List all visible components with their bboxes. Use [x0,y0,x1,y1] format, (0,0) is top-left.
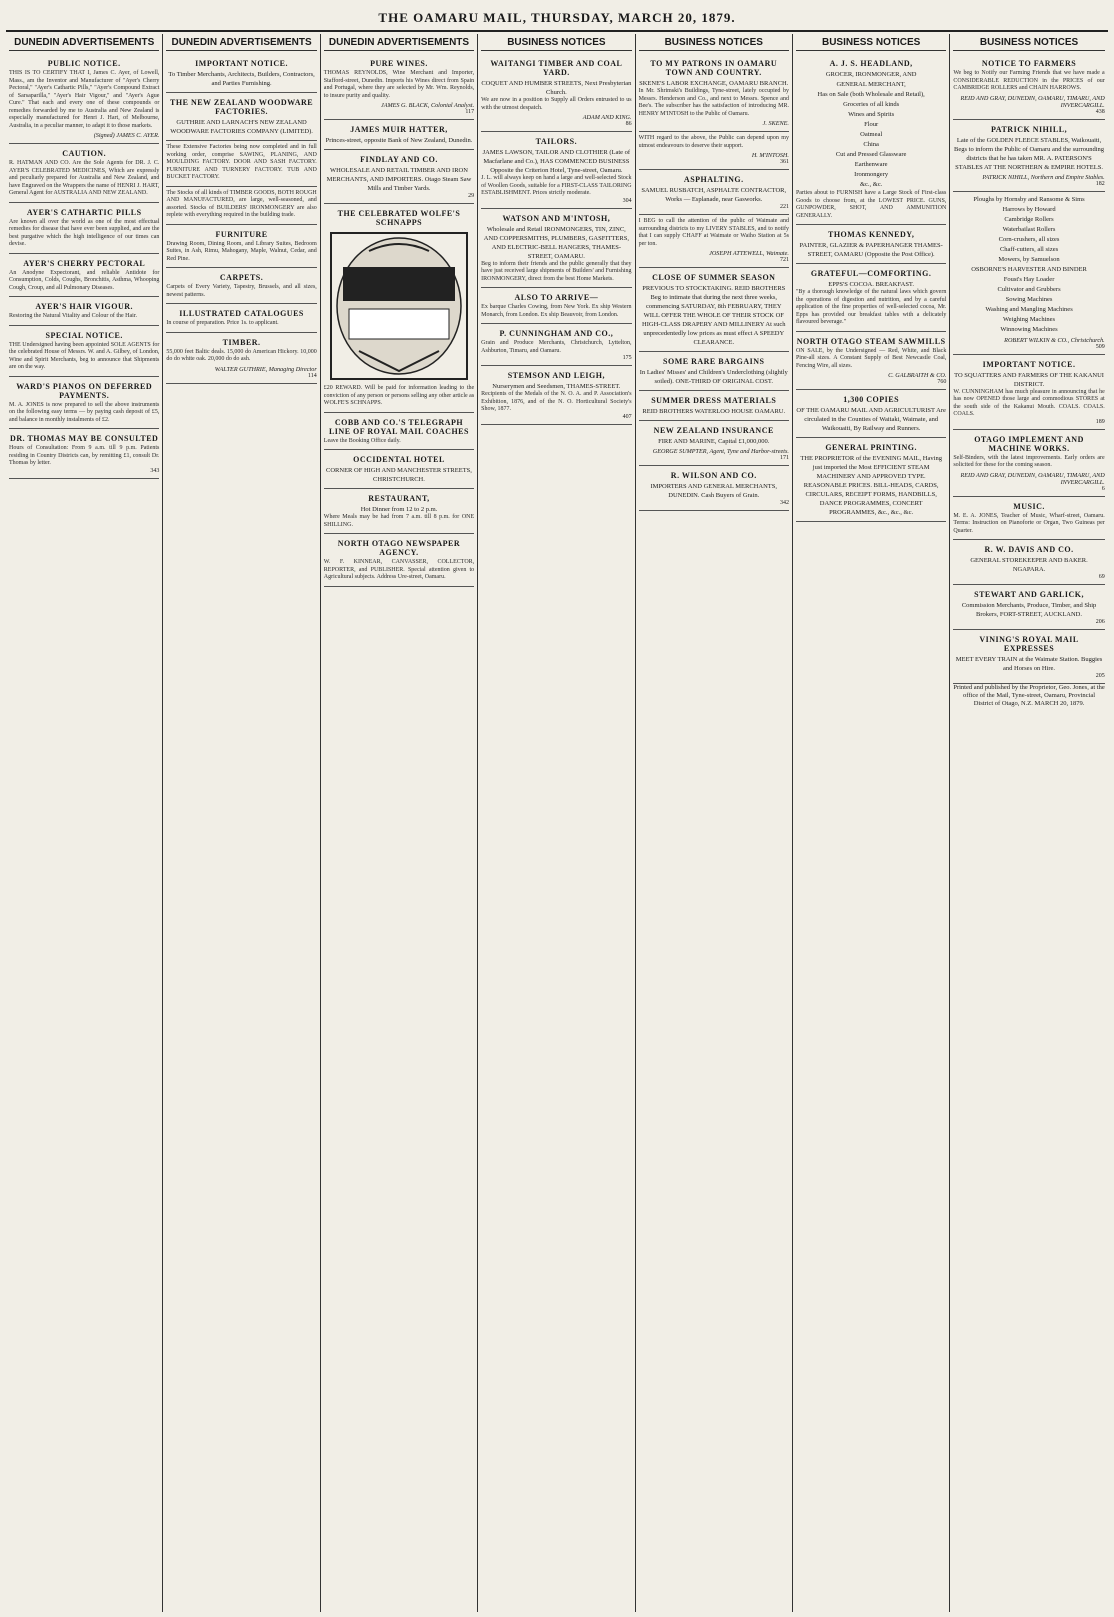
ad-title: NORTH OTAGO NEWSPAPER AGENCY. [337,539,461,557]
ad-title: PATRICK NIHILL, [990,124,1068,134]
ad-list-item: Winnowing Machines [1000,325,1058,333]
ad-subtitle: In Ladies' Misses' and Children's Underclothing (slightly soiled). ONE-THIRD OF ORIGINAL COST. [639,369,788,385]
ad-subtitle: THE PROPRIETOR of the EVENING MAIL, Having just imported the Most EFFICIENT STEAM MACHINERY AND APPROVED TYPE. REASONABLE PRICES. BILL-HEADS, CARDS, CIRCULARS, RECEIPT FORMS, HANDBILLS, DANCE PROGRAMMES, CONCERT PROGRAMMES, &c., &c., &c. [800,455,942,516]
ad-body: We beg to Notify our Farming Friends that we have made a CONSIDERABLE REDUCTION in the PRICES of our CAMBRIDGE ROLLERS and CHAIN HARROWS. [953,70,1105,91]
ad-list-item: Ploughs by Hornsby and Ransome & Sims [973,195,1085,203]
ad-number: 361 [779,159,789,165]
ad-list-item: Earthenware [854,161,888,168]
ad-body: In Mr. Shrimski's Buildings, Tyne-street, lately occupied by Messrs. Henderson and Co., and next to Messrs. Spence and Bee's. The subscriber has the satisfaction of introducing MR. HENRY M'INTOSH to the Public of Oamaru. [638,88,789,117]
advertisement [639,268,789,352]
advertisement [796,390,946,438]
ad-subtitle: TO SQUATTERS AND FARMERS OF THE KAKANUI DISTRICT. [954,371,1104,388]
ad-signature: JAMES G. BLACK, Colonial Analyst. [380,102,475,109]
ad-title: FINDLAY AND CO. [360,155,438,164]
columns [6,34,1108,1612]
ad-list-item: Mowers, by Samuelson [998,255,1060,263]
advertisement [324,204,474,413]
advertisement [324,489,474,534]
advertisement [639,352,789,391]
ad-list-item: &c., &c. [859,181,883,188]
advertisement [166,333,316,384]
ad-body: M. A. JONES is now prepared to sell the above instruments on the following easy terms — by paying cash deposit of £5, and balance in monthly instalments of £2. [9,401,160,423]
ad-body: Hours of Consultation: From 9 a.m. till 9 p.m. Patients residing in Country Districts can, by remitting £1, consult Dr. Thomas by letter. [9,445,160,466]
ad-subtitle: PAINTER, GLAZIER & PAPERHANGER THAMES-STREET, OAMARU (Opposite the Post Office). [799,242,943,258]
advertisement [481,54,631,132]
advertisement [9,54,159,144]
ad-subtitle: Nurserymen and Seedsmen, THAMES-STREET. [492,383,621,390]
advertisement [324,413,474,451]
ad-body: Where Meals may be had from 7 a.m. till 8 p.m. for ONE SHILLING. [323,514,475,528]
masthead [0,0,1114,32]
ad-title: R. W. DAVIS AND CO. [984,545,1074,554]
ad-body: Parties about to FURNISH have a Large Stock of First-class Goods to choose from, at the LOWEST PRICE. GUNS, GUNPOWDER, SHOT, AND AMMUNITION GENERALLY. [795,190,947,219]
ad-title: GRATEFUL—COMFORTING. [810,269,932,278]
ad-body: Carpets of Every Variety, Tapestry, Brussels, and all sizes, newest patterns. [166,284,317,298]
ad-number: 171 [779,455,789,461]
ad-subtitle: WHOLESALE AND RETAIL TIMBER AND IRON MERCHANTS, AND IMPORTERS. Otago Steam Saw Mills and Timber Yards. [326,167,472,192]
ad-subtitle: PREVIOUS TO STOCKTAKING. REID BROTHERS Beg to intimate that during the next three weeks, commencing SATURDAY, 8th FEBRUARY, THEY WILL OFFER THE WHOLE OF THEIR STOCK OF HIGH-CLASS DRAPERY AND MILLINERY At such unprecedentedly low prices as must effect A SPEEDY CLEARANCE. [642,285,786,346]
ad-title: P. CUNNINGHAM AND CO., [499,329,614,338]
ad-list-item: Cultivator and Grubbers [997,285,1061,293]
ad-title: OCCIDENTAL HOTEL [353,455,445,464]
advertisement [796,264,946,332]
column-heading: BUSINESS NOTICES [481,34,631,51]
ad-list-item: Sowing Machines [1005,295,1053,303]
advertisement [796,332,946,391]
ad-number: 221 [779,204,789,210]
ad-body: Grain and Produce Merchants, Christchurch, Lyttelton, Ashburton, Timaru, and Oamaru. [481,340,632,354]
ad-number: 407 [622,413,632,420]
ad-subtitle: SAMUEL RUSBATCH, ASPHALTE CONTRACTOR, Works — Esplanade, near Gasworks. [641,187,787,203]
ad-body: J. L. will always keep on hand a large and well-selected Stock of Woollen Goods, suitable for a FIRST-CLASS TAILORING ESTABLISHMENT. Prices strictly moderate. [481,175,632,196]
column-4 [478,34,635,1612]
column-6 [793,34,950,1612]
ad-number: 117 [465,109,475,115]
ad-number: 189 [1095,418,1105,425]
ad-number: 29 [468,193,475,199]
ad-list [953,195,1104,335]
ad-title: VINING'S ROYAL MAIL EXPRESSES [979,635,1079,653]
advertisement [166,268,316,304]
ad-title: SPECIAL NOTICE. [45,330,123,340]
column-7 [950,34,1107,1612]
ad-title: GENERAL PRINTING. [825,443,917,452]
ad-subtitle: SKENE'S LABOR EXCHANGE, OAMARU BRANCH. [639,80,789,87]
advertisement [639,54,789,132]
ad-body: THOMAS REYNOLDS, Wine Merchant and Importer, Stafford-street, Dunedin. Imports his Wines direct from Spain and Portugal, where they are selected by Mr. Wm. Reynolds, to insure purity and quality. [323,70,475,99]
advertisement [481,366,631,425]
ad-body: "By a thorough knowledge of the natural laws which govern the operations of digestion and nutrition, and by a careful application of the fine properties of well-selected cocoa, Mr. Epps has provided our breakfast tables with a delicately flavoured beverage." [795,289,947,325]
ad-body: R. HATMAN AND CO. Are the Sole Agents for DR. J. C. AYER'S CELEBRATED MEDICINES, Which are expressly and peculiarly prepared for Australia and New Zealand, and have Engraved on the Wrappers the name of HENRI J. HART, General Agent for AUSTRALIA AND NEW ZEALAND. [9,160,160,196]
advertisement [953,497,1104,541]
ad-list-item: Harrows by Howard [1002,205,1056,213]
advertisement [324,120,474,150]
ad-list-item: Flour [864,121,879,128]
advertisement [324,150,474,204]
ad-body: I BEG to call the attention of the public of Waimate and surrounding districts to my LIVERY STABLES, and to notify that I can supply CHAFF at Waimate or Waiho Station at 5s per ton. [638,218,789,247]
ad-subtitle: IMPORTERS AND GENERAL MERCHANTS, DUNEDIN. Cash Buyers of Grain. [650,483,777,499]
ad-title: PURE WINES. [370,59,428,68]
ad-title: 1,300 COPIES [843,395,900,404]
ad-signature: (Signed) JAMES C. AYER. [93,132,160,139]
ad-number: 343 [150,467,160,474]
column-2 [163,34,320,1612]
ad-title: CAUTION. [62,149,107,158]
ad-subtitle: JAMES LAWSON, TAILOR AND CLOTHIER (Late of Macfarlane and Co.), HAS COMMENCED BUSINESS Opposite the Criterion Hotel, Tyne-street, Oamaru. [482,149,631,174]
column-3 [321,34,478,1612]
advertisement [639,215,789,268]
ad-title: WAITANGI TIMBER AND COAL YARD. [490,59,623,77]
advertisement [796,438,946,522]
ad-title: NEW ZEALAND INSURANCE [653,426,774,435]
advertisement [796,54,946,225]
ad-number: 760 [937,379,947,385]
newspaper-title: THE OAMARU MAIL, THURSDAY, MARCH 20, 1879. [378,10,736,25]
ad-title: OTAGO IMPLEMENT AND MACHINE WORKS. [974,434,1084,453]
ad-list-item: Washing and Mangling Machines [985,305,1073,313]
ad-number: 205 [1095,673,1105,679]
ad-title: THE NEW ZEALAND WOODWARE FACTORIES. [170,98,314,116]
ad-body: In course of preparation. Price 1s. to applicant. [166,320,279,326]
printer-imprint: Printed and published by the Proprietor, Geo. Jones, at the office of the Mail, Tyne-street, Oamaru, Provincial District of Otago, N.Z. MARCH 20, 1879. [953,684,1105,707]
ad-subtitle: Hot Dinner from 12 to 2 p.m. [360,506,438,513]
advertisement [481,209,631,289]
ad-signature: JOSEPH ATTEWELL, Waimate. [709,250,789,257]
ad-title: AYER'S CATHARTIC PILLS [26,207,142,217]
column-5 [636,34,793,1612]
ad-title: STEWART AND GARLICK, [974,590,1084,599]
ad-title: SOME RARE BARGAINS [663,357,765,366]
ad-list-item: Weighing Machines [1003,315,1056,323]
ad-number: 69 [1098,574,1105,580]
advertisement [953,192,1104,355]
ad-title: SUMMER DRESS MATERIALS [651,396,777,405]
advertisement [953,54,1104,120]
ad-body: The Stocks of all kinds of TIMBER GOODS, BOTH ROUGH AND MANUFACTURED, are large, well-seasoned, and assorted. Stocks of BUILDERS' IRONMONGERY are also replete with everything required in the building trade. [166,189,317,218]
ad-subtitle: FIRE AND MARINE, Capital £1,000,000. [658,438,770,445]
ad-title: AYER'S HAIR VIGOUR. [35,302,134,311]
ad-signature: REID AND GRAY, DUNEDIN, OAMARU, TIMARU, AND INVERCARGILL. [960,94,1105,109]
ad-title: FURNITURE [215,229,268,239]
ad-list-item: Wines and Spirits [848,111,895,118]
advertisement [166,93,316,141]
ad-title: STEMSON AND LEIGH, [507,371,605,380]
advertisement [953,430,1104,497]
advertisement [324,450,474,489]
ad-title: A. J. S. HEADLAND, [829,59,913,68]
schnapps-label-image [329,231,469,381]
ad-title: NOTICE TO FARMERS [981,59,1077,68]
ad-subtitle: CORNER OF HIGH AND MANCHESTER STREETS, CHRISTCHURCH. [326,467,472,483]
ad-number: 206 [1095,619,1105,625]
ad-list-item: Groceries of all kinds [843,101,900,108]
ad-list-item: Waterbailast Rollers [1002,225,1056,233]
ad-body: These Extensive Factories being now completed and in full working order, comprise SAWING, PLANING, AND MOULDING FACTORY. DOOR AND SASH FACTORY. FURNITURE AND TURNERY FACTORY. TUB AND BUCKET FACTORY. [166,144,317,180]
advertisement [953,540,1104,585]
ad-list-item: China [863,141,879,148]
advertisement [324,54,474,120]
ad-subtitle: Wholesale and Retail IRONMONGERS, TIN, ZINC, AND COPPERSMITHS, PLUMBERS, GASFITTERS, AND ELECTRIC-BELL HANGERS, THAMES-STREET, OAMARU. [483,225,629,260]
ad-signature: GEORGE SUMPTER, Agent, Tyne and Harbor-streets. [652,448,789,455]
ad-body: Leave the Booking Office daily. [323,437,401,444]
ad-title: ASPHALTING. [683,175,744,184]
advertisement [481,324,631,366]
ad-subtitle: GUTHRIE AND LARNACH'S NEW ZEALAND WOODWARE FACTORIES COMPANY (LIMITED). [170,119,313,135]
ad-body: Recipients of the Medals of the N. O. A. and P. Association's Exhibition, 1876, and of the N. O. Horticultural Society's Show, 1877. [481,391,632,412]
ad-body: Self-Binders, with the latest improvements. Early orders are solicited for these for the coming season. [953,454,1105,468]
advertisement [639,466,789,511]
masthead-rule [6,30,1108,32]
ad-title: ALSO TO ARRIVE— [514,293,599,302]
ad-subtitle: Late of the GOLDEN FLEECE STABLES, Waikouaiti, Begs to inform the Public of Oamaru and the surrounding districts that he has taken MR. A. PATERSON'S STABLES AT THE NORTHERN & EMPIRE HOTELS. [954,136,1105,171]
ad-body: Restoring the Natural Vitality and Colour of the Hair. [9,313,138,319]
ad-body: M. E. A. JONES, Teacher of Music, Wharf-street, Oamaru. Terms: Instruction on Pianoforte or Organ, Two Guineas per Quarter. [953,512,1105,534]
advertisement [9,254,159,298]
advertisement [9,297,159,326]
ad-number: 175 [622,355,632,361]
ad-number: 304 [622,197,632,204]
ad-number: 6 [1101,485,1105,492]
ad-list-item: GENERAL MERCHANT, [836,81,906,88]
ad-body: We are now in a position to Supply all Orders entrusted to us with the utmost despatch. [481,97,632,111]
ad-number: 438 [1095,108,1105,115]
ad-body: Beg to inform their friends and the public generally that they have just received large shipments of Builders' and Furnishing IRONMONGERY, direct from the best Home Markets. [481,260,632,282]
ad-body: Drawing Room, Dining Room, and Library Suites, Bedroom Suites, in Ash, Rimu, Mahogany, Maple, Walnut, Cedar, and Red Pine. [166,240,317,262]
ad-number: 114 [308,372,317,379]
ad-subtitle: To Timber Merchants, Architects, Builders, Contractors, and Parties Furnishing. [168,71,315,87]
advertisement [9,203,159,254]
advertisement [481,288,631,324]
column-heading: BUSINESS NOTICES [953,34,1104,51]
advertisement [9,326,159,377]
column-1 [6,34,163,1612]
ad-body: W. F. KINNEAR, CANVASSER, COLLECTOR, REPORTER, and PUBLISHER. Special attention given to Agricultural subjects. Address Ure-street, Oamaru. [323,559,475,580]
ad-number: 182 [1095,180,1105,187]
ad-number: 509 [1095,343,1105,350]
ad-subtitle: REID BROTHERS WATERLOO HOUSE OAMARU. [642,408,786,415]
ad-title: IMPORTANT NOTICE. [982,359,1076,369]
ad-body: An Anodyne Expectorant, and reliable Antidote for Consumption, Colds, Coughs, Bronchitis, Asthma, Whooping Cough, Croup, and all Pulmonary Diseases. [9,269,160,291]
ad-list-item: Foust's Hay Loader [1003,275,1055,283]
ad-body: W. CUNNINGHAM has much pleasure in announcing that he has now OPENED those large and commodious STORES at the south side of the Kakanui Mouth. COALS. COALS. COALS. [953,388,1105,417]
advertisement [166,141,316,187]
advertisement [953,355,1104,430]
ad-list [796,70,946,190]
ad-subtitle: GENERAL STOREKEEPER AND BAKER. NGAPARA. [970,557,1088,573]
advertisement [639,391,789,421]
ad-title: TO MY PATRONS IN OAMARU TOWN AND COUNTRY. [650,59,778,77]
ad-list-item: Oatmeal [860,131,883,138]
ad-signature: C. GALBRAITH & CO. [888,372,947,379]
ad-body: Are known all over the world as one of the most effectual remedies for disease that have ever been supplied, and are the best purgative which the high intelligence of our times can devise. [9,218,160,247]
advertisement [166,54,316,93]
advertisement [639,170,789,215]
ad-list-item: OSBORNE'S HARVESTER AND BINDER [971,265,1087,273]
advertisement [324,534,474,587]
ad-title: NORTH OTAGO STEAM SAWMILLS [796,336,946,346]
ad-title: IMPORTANT NOTICE. [195,59,288,68]
advertisement [639,421,789,466]
ad-number: 342 [779,500,789,506]
ad-list-item: Corn-crushers, all sizes [998,235,1060,243]
ad-signature: REID AND GRAY, DUNEDIN, OAMARU, TIMARU, AND INVERCARGILL. [960,471,1105,486]
column-heading: DUNEDIN ADVERTISEMENTS [166,34,316,51]
ad-list-item: Cambridge Rollers [1004,215,1054,223]
ad-title: AYER'S CHERRY PECTORAL [23,258,146,268]
ad-signature: WALTER GUTHRIE, Managing Director [214,365,317,373]
ad-body: THIS IS TO CERTIFY THAT I, James C. Ayer, of Lowell, Mass., am the Inventor and Manufacturer of "Ayer's Cherry Pectoral," "Ayer's Cathartic Pills," "Ayer's Compound Extract of Sarsaparilla," "Ayer's Hair Vigour," and "Ayer's Ague Cure." That each and every one of these compounds or remedies forwarded by me to Australia and New Zealand is especially manufactured for Henri J. Hart, of Melbourne, Australia, in a peculiar manner, to adapt it to those markets. [9,70,160,129]
advertisement [166,225,316,269]
ad-subtitle: MEET EVERY TRAIN at the Waimate Station. Buggies and Horses on Hire. [955,656,1103,672]
ad-title: CARPETS. [219,273,264,282]
ad-body: THE Undersigned having been appointed SOLE AGENTS for the celebrated House of Messrs. W. and A. Gilbey, of London, Wine and Spirit Merchants, beg to announce that Shipments are on the way. [9,341,160,370]
ad-body: 55,000 feet Baltic deals. 15,000 do American Hickory. 10,000 do do white oak. 20,000 do do ash. [166,348,317,362]
ad-list-item: Ironmongery [854,171,889,178]
column-heading: BUSINESS NOTICES [796,34,946,51]
ad-title: TIMBER. [222,337,261,347]
column-heading: BUSINESS NOTICES [639,34,789,51]
ad-title: TAILORS. [535,137,578,146]
advertisement [953,120,1104,192]
ad-body: £20 REWARD. Will be paid for information leading to the conviction of any person or persons selling any other article as WOLFE'S SCHNAPPS. [323,385,475,406]
column-heading: DUNEDIN ADVERTISEMENTS [324,34,474,51]
advertisement [166,304,316,333]
ad-list-item: Has on Sale (both Wholesale and Retail), [817,91,925,98]
ad-title: WARD'S PIANOS ON DEFERRED PAYMENTS. [16,381,153,400]
ad-title: DR. THOMAS MAY BE CONSULTED [10,434,159,443]
advertisement [639,132,789,170]
advertisement [796,225,946,264]
ad-title: COBB AND CO.'S TELEGRAPH LINE OF ROYAL MAIL COACHES [328,417,469,436]
ad-title: ILLUSTRATED CATALOGUES [179,309,304,318]
ad-subtitle: COQUET AND HUMBER STREETS, Next Presbyterian Church. [481,80,632,96]
advertisement [166,187,316,225]
column-heading: DUNEDIN ADVERTISEMENTS [9,34,159,51]
ad-title: THE CELEBRATED WOLFE'S SCHNAPPS [337,209,461,227]
ad-signature: ROBERT WILKIN & CO., Christchurch. [1004,336,1105,344]
ad-number: 86 [625,121,632,127]
ad-list-item: Cut and Pressed Glassware [835,151,907,158]
ad-signature: ADAM AND KING. [582,114,632,121]
ad-subtitle: Commission Merchants, Produce, Timber, and Ship Brokers, FORT-STREET, AUCKLAND. [961,602,1097,618]
ad-title: R. WILSON AND CO. [670,471,757,480]
ad-title: MUSIC. [1013,501,1045,511]
advertisement [953,585,1104,630]
ad-signature: J. SKENE. [762,120,789,127]
ad-title: THOMAS KENNEDY, [827,230,915,239]
ad-title: WATSON AND M'INTOSH, [502,213,611,223]
ad-signature: H. M'INTOSH. [751,152,789,159]
advertisement [9,144,159,203]
ad-list-item: GROCER, IRONMONGER, AND [825,71,917,78]
advertisement [9,377,159,430]
ad-body: WITH regard to the above, the Public can depend upon my utmost endeavours to deserve their support. [638,135,789,149]
ad-subtitle: Princes-street, opposite Bank of New Zealand, Dunedin. [325,137,473,144]
ad-body: ON SALE, by the Undersigned — Red, White, and Black Pine-all sizes. A Constant Supply of Best Newcastle Coal, Fencing Wire, all sizes. [795,347,947,369]
ad-title: JAMES MUIR HATTER, [350,125,448,134]
ad-subtitle: OF THE OAMARU MAIL AND AGRICULTURIST Are circulated in the Counties of Waitaki, Waimate, and Waikouaiti, By Railway and Runners. [796,407,946,432]
advertisement [953,630,1104,684]
ad-signature: PATRICK NIHILL, Northern and Empire Stables. [982,173,1105,181]
ad-number: 721 [779,257,789,263]
ad-list-item: Chaff-cutters, all sizes [999,245,1059,253]
advertisement [481,132,631,209]
ad-title: PUBLIC NOTICE. [47,59,121,68]
ad-title: CLOSE OF SUMMER SEASON [652,273,776,282]
ad-subtitle: EPPS'S COCOA. BREAKFAST. [828,281,915,288]
advertisement [9,429,159,479]
ad-body: Ex barque Charles Cowing, from New York. Ex ship Western Monarch, from London. Ex ship Beauvoir, from London. [481,304,632,318]
ad-title: RESTAURANT, [368,494,430,503]
